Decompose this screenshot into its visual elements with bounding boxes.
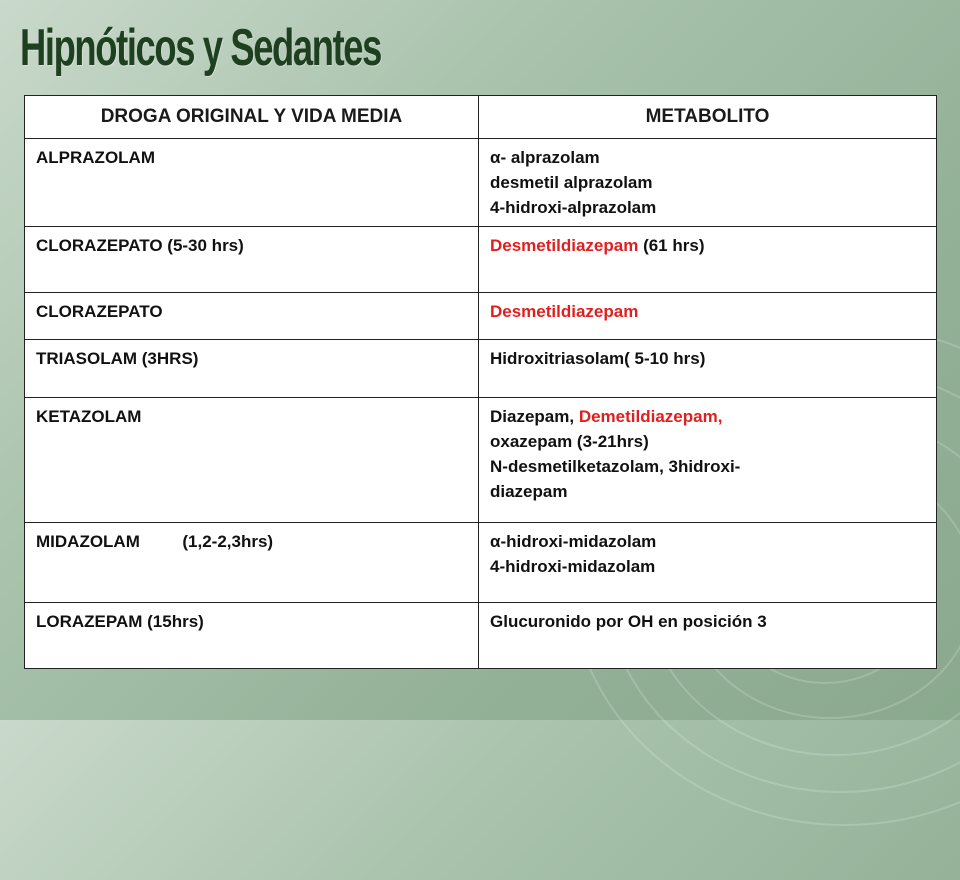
metabolite-cell: Hidroxitriasolam( 5-10 hrs) — [479, 340, 937, 398]
metabolite-line: α- alprazolam — [490, 148, 600, 167]
metabolite-line: 4-hidroxi-midazolam — [490, 557, 656, 576]
table-row — [25, 523, 937, 603]
metabolite-line: desmetil alprazolam — [490, 173, 653, 192]
metabolite-highlight: Desmetildiazepam — [490, 302, 639, 321]
metabolite-cell — [479, 139, 937, 227]
metabolite-cell — [479, 293, 937, 340]
metabolite-highlight: Desmetildiazepam — [490, 236, 639, 255]
drug-cell: LORAZEPAM (15hrs) — [25, 603, 479, 669]
page-title: Hipnóticos y Sedantes — [20, 19, 381, 77]
metabolite-half-life: (61 hrs) — [638, 236, 705, 255]
table-row — [25, 139, 937, 227]
table-row — [25, 603, 937, 669]
column-header-drug: DROGA ORIGINAL Y VIDA MEDIA — [25, 96, 479, 139]
table-row — [25, 340, 937, 398]
drug-cell: MIDAZOLAM (1,2-2,3hrs) — [25, 523, 479, 603]
drug-cell: KETAZOLAM — [25, 398, 479, 523]
metabolite-text: Diazepam, — [490, 407, 579, 426]
table-row — [25, 227, 937, 293]
metabolite-cell — [479, 227, 937, 293]
drug-metabolite-table — [24, 95, 937, 669]
metabolite-cell: Glucuronido por OH en posición 3 — [479, 603, 937, 669]
drug-cell: TRIASOLAM (3HRS) — [25, 340, 479, 398]
table-row — [25, 398, 937, 523]
table-header-row — [25, 96, 937, 139]
metabolite-line: 4-hidroxi-alprazolam — [490, 198, 657, 217]
drug-cell: ALPRAZOLAM — [25, 139, 479, 227]
metabolite-line: diazepam — [490, 482, 568, 501]
metabolite-line — [490, 404, 928, 429]
metabolite-cell — [479, 523, 937, 603]
column-header-metabolite: METABOLITO — [479, 96, 937, 139]
metabolite-line: oxazepam (3-21hrs) — [490, 432, 649, 451]
metabolite-line: N-desmetilketazolam, 3hidroxi- — [490, 457, 741, 476]
metabolite-line: α-hidroxi-midazolam — [490, 532, 657, 551]
drug-cell: CLORAZEPATO — [25, 293, 479, 340]
metabolite-cell — [479, 398, 937, 523]
table-row — [25, 293, 937, 340]
drug-cell: CLORAZEPATO (5-30 hrs) — [25, 227, 479, 293]
metabolite-highlight: Demetildiazepam, — [578, 407, 723, 426]
